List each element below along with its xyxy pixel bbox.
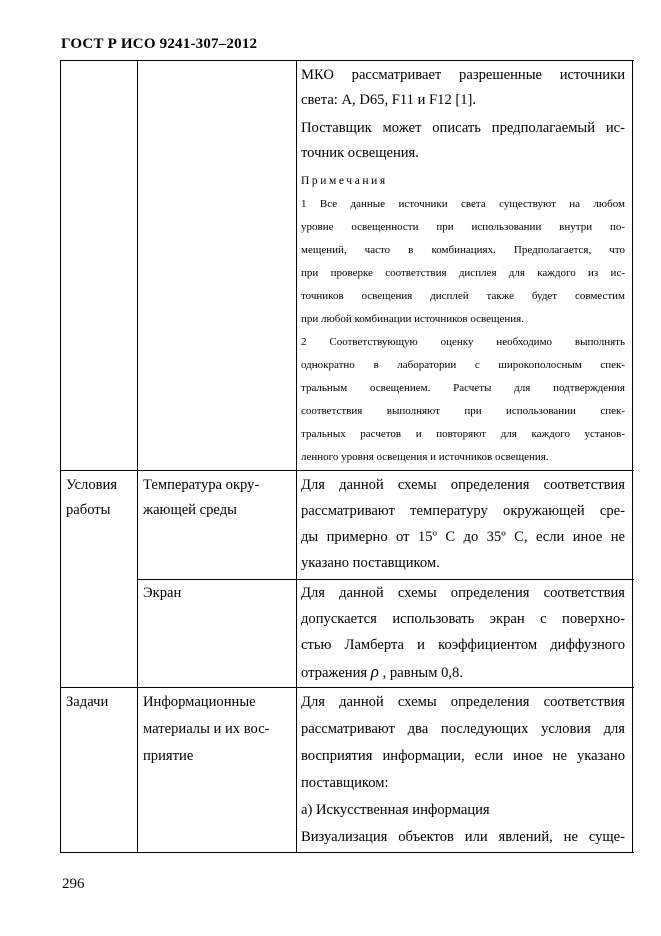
document-header: ГОСТ Р ИСО 9241-307–2012 bbox=[61, 36, 258, 52]
text-line: ды примерно от 15º С до 35º С, если иное не bbox=[301, 529, 625, 545]
table-left-border bbox=[60, 60, 61, 853]
note-line: тральным освещением. Расчеты для подтверждения bbox=[301, 382, 625, 394]
row-label: Условия bbox=[66, 477, 118, 493]
row-divider bbox=[60, 470, 634, 471]
requirements-table bbox=[60, 60, 634, 853]
parameter-label: жающей среды bbox=[143, 502, 237, 518]
note-line: 1 Все данные источники света существуют на любом bbox=[301, 198, 625, 210]
text-line: МКО рассматривает разрешенные источники bbox=[301, 67, 625, 83]
text-line: рассматривают температуру окружающей сре- bbox=[301, 503, 625, 519]
parameter-label: материалы и их вос- bbox=[143, 721, 270, 737]
column-divider bbox=[137, 60, 138, 853]
note-line: ленного уровня освещения и источников освещения. bbox=[301, 451, 549, 463]
note-line: уровне освещенности при использовании внутри по- bbox=[301, 221, 625, 233]
text-line: рассматривают два последующих условия для bbox=[301, 721, 625, 737]
notes-heading: Примечания bbox=[301, 175, 388, 187]
note-line: точников освещения дисплей также будет совместим bbox=[301, 290, 625, 302]
rho-symbol: ρ bbox=[370, 662, 379, 681]
note-line: тральных расчетов и повторяют для каждого установ- bbox=[301, 428, 625, 440]
row-label: работы bbox=[66, 502, 111, 518]
note-line: 2 Соответствующую оценку необходимо выполнять bbox=[301, 336, 625, 348]
row-label: Задачи bbox=[66, 694, 109, 710]
note-line: однократно в лаборатории с широкополосным спек- bbox=[301, 359, 625, 371]
text-line: света: А, D65, F11 и F12 [1]. bbox=[301, 92, 477, 108]
row-divider bbox=[60, 687, 634, 688]
parameter-label: Информационные bbox=[143, 694, 256, 710]
table-bottom-border bbox=[60, 852, 634, 853]
parameter-label: приятие bbox=[143, 748, 194, 764]
parameter-label: Температура окру- bbox=[143, 477, 260, 493]
column-divider bbox=[296, 60, 297, 853]
text-line: Для данной схемы определения соответствия bbox=[301, 694, 625, 710]
text-line: точник освещения. bbox=[301, 145, 419, 161]
page-number: 296 bbox=[62, 876, 85, 892]
text-line: восприятия информации, если иное не указано bbox=[301, 748, 625, 764]
note-line: при любой комбинации источников освещения. bbox=[301, 313, 524, 325]
text-line: указано поставщиком. bbox=[301, 555, 440, 571]
text-line: Поставщик может описать предполагаемый ис- bbox=[301, 120, 625, 136]
note-line: при проверке соответствия дисплея для каждого из ис- bbox=[301, 267, 625, 279]
text-line: Для данной схемы определения соответствия bbox=[301, 585, 625, 601]
note-line: соответствия выполняют при использовании спек- bbox=[301, 405, 625, 417]
table-top-border bbox=[60, 60, 634, 61]
list-item: а) Искусственная информация bbox=[301, 802, 490, 818]
text-line: поставщиком: bbox=[301, 775, 389, 791]
text-fragment: отражения bbox=[301, 665, 368, 681]
text-line: стью Ламберта и коэффициентом диффузного bbox=[301, 637, 625, 653]
text-fragment: , равным 0,8. bbox=[382, 665, 463, 681]
text-line bbox=[301, 659, 625, 686]
text-line: Визуализация объектов или явлений, не суще- bbox=[301, 829, 625, 845]
text-line: допускается использовать экран с поверхно- bbox=[301, 611, 625, 627]
table-right-border bbox=[632, 60, 633, 853]
parameter-label: Экран bbox=[143, 585, 182, 601]
note-line: мещений, часто в комбинациях. Предполагается, что bbox=[301, 244, 625, 256]
text-line: Для данной схемы определения соответствия bbox=[301, 477, 625, 493]
